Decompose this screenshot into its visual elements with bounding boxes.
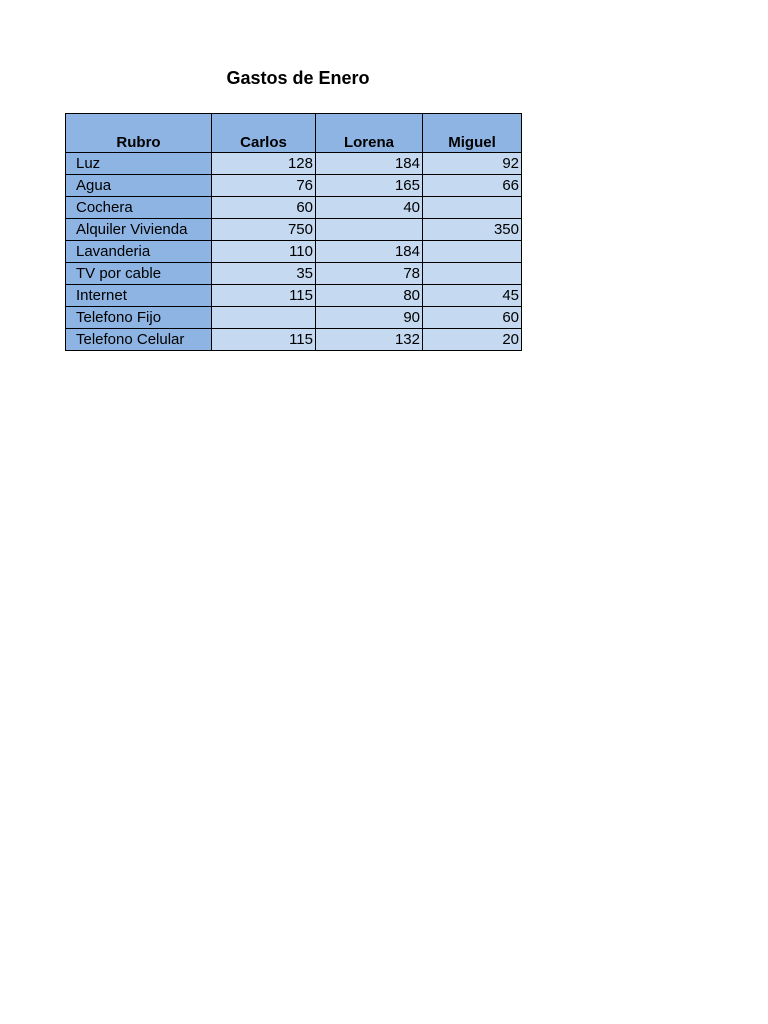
- miguel-cell: 45: [423, 285, 522, 307]
- carlos-cell: [212, 307, 316, 329]
- carlos-cell: 35: [212, 263, 316, 285]
- table-row: [66, 153, 522, 175]
- miguel-cell: [423, 197, 522, 219]
- miguel-cell: 92: [423, 153, 522, 175]
- miguel-cell: 20: [423, 329, 522, 351]
- rubro-cell: Alquiler Vivienda: [66, 219, 212, 241]
- rubro-cell: Cochera: [66, 197, 212, 219]
- lorena-cell: 184: [316, 241, 423, 263]
- lorena-cell: 184: [316, 153, 423, 175]
- lorena-cell: 165: [316, 175, 423, 197]
- table-row: [66, 197, 522, 219]
- lorena-cell: 40: [316, 197, 423, 219]
- rubro-cell: TV por cable: [66, 263, 212, 285]
- page-title: Gastos de Enero: [226, 68, 370, 88]
- table-row: [66, 219, 522, 241]
- header-lorena: Lorena: [316, 114, 423, 153]
- table-row: [66, 263, 522, 285]
- table-row: [66, 307, 522, 329]
- carlos-cell: 750: [212, 219, 316, 241]
- miguel-cell: 60: [423, 307, 522, 329]
- header-rubro: Rubro: [66, 114, 212, 153]
- header-row: [66, 114, 522, 153]
- lorena-cell: 78: [316, 263, 423, 285]
- table-row: [66, 241, 522, 263]
- rubro-cell: Agua: [66, 175, 212, 197]
- header-miguel: Miguel: [423, 114, 522, 153]
- lorena-cell: 80: [316, 285, 423, 307]
- carlos-cell: 128: [212, 153, 316, 175]
- lorena-cell: 132: [316, 329, 423, 351]
- miguel-cell: [423, 263, 522, 285]
- rubro-cell: Lavanderia: [66, 241, 212, 263]
- miguel-cell: [423, 241, 522, 263]
- header-carlos: Carlos: [212, 114, 316, 153]
- rubro-cell: Internet: [66, 285, 212, 307]
- lorena-cell: [316, 219, 423, 241]
- expenses-table: [65, 113, 522, 351]
- rubro-cell: Telefono Celular: [66, 329, 212, 351]
- carlos-cell: 115: [212, 329, 316, 351]
- table-row: [66, 285, 522, 307]
- rubro-cell: Telefono Fijo: [66, 307, 212, 329]
- miguel-cell: 66: [423, 175, 522, 197]
- carlos-cell: 110: [212, 241, 316, 263]
- lorena-cell: 90: [316, 307, 423, 329]
- table-row: [66, 175, 522, 197]
- carlos-cell: 76: [212, 175, 316, 197]
- rubro-cell: Luz: [66, 153, 212, 175]
- carlos-cell: 115: [212, 285, 316, 307]
- table-row: [66, 329, 522, 351]
- miguel-cell: 350: [423, 219, 522, 241]
- carlos-cell: 60: [212, 197, 316, 219]
